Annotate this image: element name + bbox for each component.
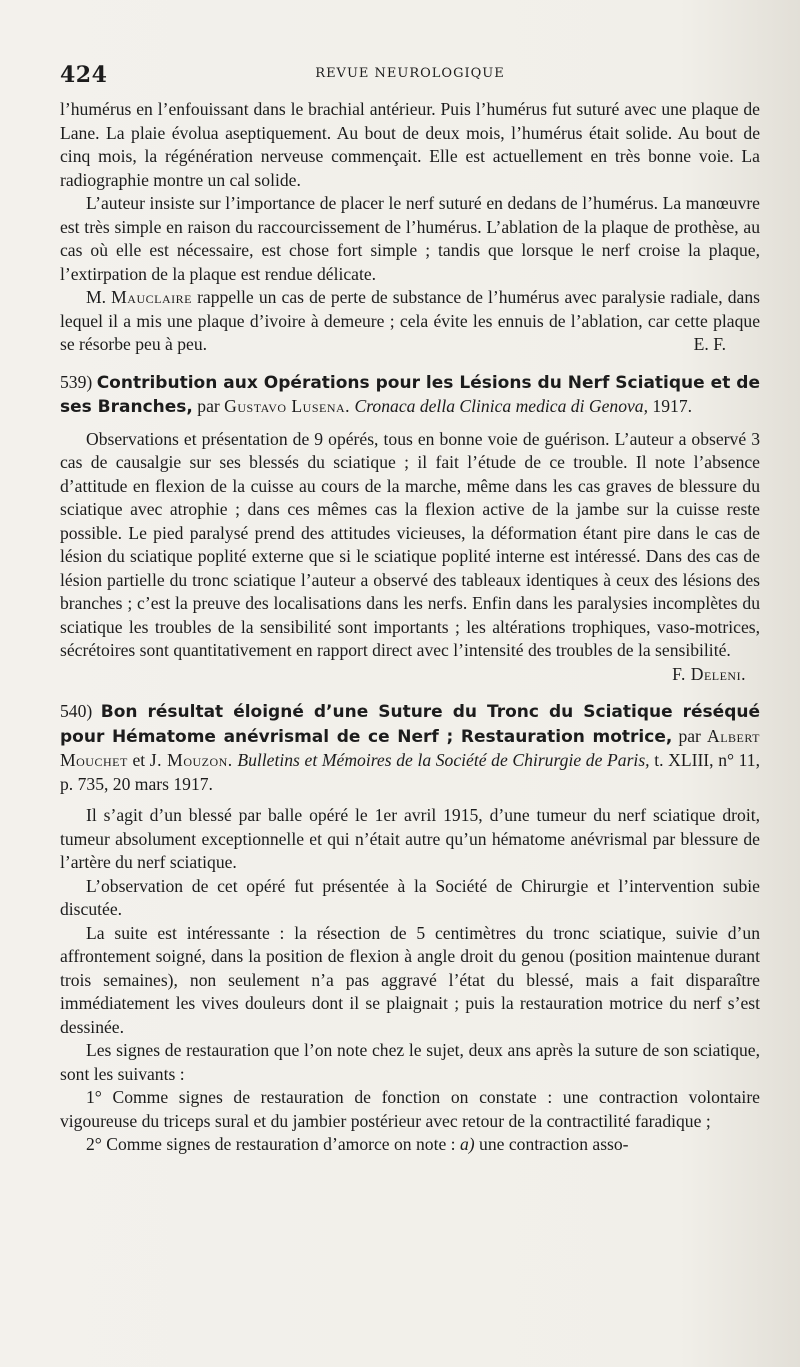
entry-paragraph: L’observation de cet opéré fut présentée à la Société de Chirurgie et l’intervention subie discutée.	[60, 875, 760, 919]
entry-author: J. Mouzon.	[149, 750, 233, 770]
entry-number: 539)	[60, 371, 93, 392]
entry-heading: 539) Contribution aux Opérations pour les Lésions du Nerf Sciatique et de ses Branches, par Gustavo Lusena. Cronaca della Clinica medica di Genova, 1917.	[60, 371, 760, 417]
entry-paragraph: 2° Comme signes de restauration d’amorce on note : a) une contraction asso-	[86, 1134, 629, 1154]
signature: E. F.	[693, 334, 726, 354]
entry-author: Albert Mouchet	[60, 725, 760, 770]
entry-source: Cronaca della Clinica medica di Genova,	[354, 396, 649, 416]
entry-heading: 540) Bon résultat éloigné d’une Suture du Tronc du Sciatique réséqué pour Hématome anévrismal de ce Nerf ; Restauration motrice, par Albert Mouchet et J. Mouzon. Bulletins et Mémoires de la Société de Chirurgie de Paris, t. XLIII, n° 11, p. 735, 20 mars 1917.	[60, 701, 760, 794]
entry-paragraph: Il s’agit d’un blessé par balle opéré le 1er avril 1915, d’une tumeur du nerf sciatique droit, tumeur absolument exceptionnelle et qui n’était autre qu’un hématome anévrismal par blessure de l’artère du nerf sciatique.	[60, 805, 760, 872]
entry-paragraph: La suite est intéressante : la résection de 5 centimètres du tronc sciatique, suivie d’un affrontement soigné, dans la position de flexion à angle droit du genou (position maintenue durant trois semaines), non seulement n’a pas aggravé l’état du blessé, mais a fait disparaître immédiatement les vives douleurs dont il se plaignait ; puis la restauration motrice du nerf s’est dessinée.	[60, 922, 760, 1037]
entry-539	[60, 371, 760, 687]
running-head: REVUE NEUROLOGIQUE	[315, 66, 505, 81]
paragraph-continued: l’humérus en l’enfouissant dans le brachial antérieur. Puis l’humérus fut suturé avec une plaque de Lane. La plaie évolua aseptiquement. Au bout de deux mois, l’humérus était solide. Au bout de cinq mois, la régénération nerveuse commençait. Elle est actuellement en très bonne voie. La radiographie montre un cal solide.	[60, 99, 760, 190]
entry-author: Gustavo Lusena.	[224, 396, 351, 416]
page-header	[60, 62, 760, 86]
entry-source: Bulletins et Mémoires de la Société de Chirurgie de Paris,	[237, 750, 650, 770]
entry-paragraph: 1° Comme signes de restauration de fonction on constate : une contraction volontaire vigoureuse du triceps sural et du jambier postérieur avec retour de la contractilité faradique ;	[60, 1087, 760, 1131]
person-name: Mauclaire	[111, 287, 192, 307]
entry-year: 1917.	[652, 396, 693, 416]
article-body	[60, 98, 760, 1157]
entry-number: 540)	[60, 701, 93, 721]
entry-540	[60, 700, 760, 1157]
entry-title: Bon résultat éloigné d’une Suture du Tronc du Sciatique réséqué pour Hématome anévrismal de ce Nerf ; Restauration motrice,	[60, 702, 760, 747]
signature: F. Deleni.	[672, 663, 746, 684]
paragraph-author-note: L’auteur insiste sur l’importance de placer le nerf suturé en dedans de l’humérus. La manœuvre est très simple en raison du raccourcissement de l’humérus. L’ablation de la plaque de prothèse, au cas où elle est nécessaire, est chose fort simple ; tandis que lorsque le nerf croise la plaque, l’extirpation de la plaque est rendue délicate.	[60, 193, 760, 284]
entry-paragraph: Les signes de restauration que l’on note chez le sujet, deux ans après la suture de son sciatique, sont les suivants :	[60, 1040, 760, 1084]
page-number: 424	[60, 62, 108, 88]
paragraph-mauclaire: M. Mauclaire rappelle un cas de perte de substance de l’humérus avec paralysie radiale, dans lequel il a mis une plaque d’ivoire à demeure ; cela évite les ennuis de l’ablation, car cette plaque se résorbe peu à peu. E. F.	[60, 286, 760, 357]
entry-reference: t. XLIII, n° 11, p. 735, 20 mars 1917.	[60, 750, 760, 794]
entry-body: Observations et présentation de 9 opérés, tous en bonne voie de guérison. L’auteur a observé 3 cas de causalgie sur ses blessés du sciatique ; il fait l’étude de ce trouble. Il note l’absence d’attitude en flexion de la cuisse au cours de la marche, même dans les cas graves de blessure du sciatique avec atrophie ; dans ces mêmes cas la flexion active de la jambe sur la cuisse reste possible. Le pied paralysé prend des attitudes vicieuses, la déformation étant pire dans le cas de lésion du sciatique poplité externe que si le sciatique poplité interne est intéressé. Dans des cas de lésion partielle du tronc sciatique l’auteur a observé des tableaux identiques à ceux des lésions des branches ; c’est la preuve des localisations dans les nerfs. Enfin dans les paralysies incomplètes du sciatique les troubles de la sensibilité sont importants ; les altérations trophiques, vaso-motrices, sécrétoires sont quantitativement en rapport direct avec l’intensité des troubles de la sensibilité.	[60, 428, 760, 660]
entry-title: Contribution aux Opérations pour les Lésions du Nerf Sciatique et de ses Branches,	[60, 372, 760, 417]
